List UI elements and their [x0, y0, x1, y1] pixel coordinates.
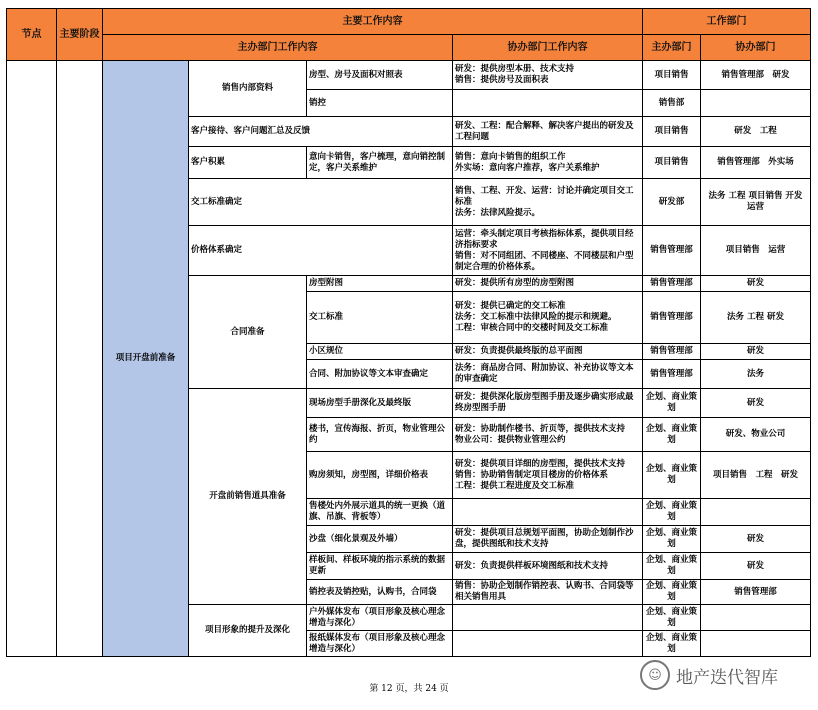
assist-dept-cell: 销售管理部 — [701, 580, 811, 605]
lead-dept-cell: 企划、商业策划 — [643, 418, 701, 452]
lead-dept-cell: 销售管理部 — [643, 344, 701, 360]
assist-cell: 研发：提供项目详细的房型图，提供技术支持 销售：协助销售制定项目楼房的价格体系 工程：提供工程进度及交工标准 — [453, 452, 643, 499]
assist-cell: 研发：负责提供最终版的总平面图 — [453, 344, 643, 360]
lead-dept-cell: 项目销售 — [643, 147, 701, 179]
assist-cell: 研发：提供项目总规划平面图，协助企划制作沙盘，提供图纸和技术支持 — [453, 526, 643, 553]
assist-cell: 研发：提供所有房型的房型附图 — [453, 276, 643, 292]
assist-cell: 研发：协助制作楼书、折页等，提供技术支持 物业公司：提供物业管理公约 — [453, 418, 643, 452]
header-main-work: 主要工作内容 — [103, 9, 643, 35]
header-stage: 主要阶段 — [57, 9, 103, 61]
lead-dept-cell: 企划、商业策划 — [643, 580, 701, 605]
assist-dept-cell: 项目销售 运营 — [701, 226, 811, 276]
lead-dept-cell: 销售管理部 — [643, 226, 701, 276]
assist-dept-cell — [701, 499, 811, 526]
assist-cell — [453, 90, 643, 117]
watermark — [640, 660, 778, 690]
group-label: 销售内部资料 — [189, 61, 307, 117]
group-label: 合同准备 — [189, 276, 307, 389]
assist-dept-cell: 销售管理部 研发 — [701, 61, 811, 90]
assist-dept-cell: 法务 工程 项目销售 开发 运营 — [701, 179, 811, 226]
item-cell: 现场房型手册深化及最终版 — [307, 389, 453, 418]
item-cell: 价格体系确定 — [189, 226, 453, 276]
item-sub-cell: 意向卡销售，客户梳理，意向销控制定，客户关系维护 — [307, 147, 453, 179]
assist-dept-cell: 研发 工程 — [701, 117, 811, 147]
item-cell: 报纸媒体发布（项目形象及核心理念增造与深化） — [307, 631, 453, 657]
lead-dept-cell: 企划、商业策划 — [643, 553, 701, 580]
header-assist-dept: 协办部门 — [701, 35, 811, 61]
assist-cell — [453, 605, 643, 631]
node-cell — [7, 61, 57, 657]
item-cell: 客户积累 — [189, 147, 307, 179]
assist-cell — [453, 499, 643, 526]
assist-dept-cell: 研发、物业公司 — [701, 418, 811, 452]
item-cell: 样板间、样板环境的指示系统的数据更新 — [307, 553, 453, 580]
header-lead-content: 主办部门工作内容 — [103, 35, 453, 61]
assist-dept-cell: 法务 工程 研发 — [701, 292, 811, 344]
lead-dept-cell: 销售管理部 — [643, 292, 701, 344]
assist-dept-cell: 法务 — [701, 360, 811, 389]
lead-dept-cell: 企划、商业策划 — [643, 499, 701, 526]
assist-cell: 运营：牵头制定项目考核指标体系，提供项目经济指标要求 销售：对不同组团、不同楼座、不同楼层和户型制定合理的价格体系。 — [453, 226, 643, 276]
assist-dept-cell: 研发 — [701, 553, 811, 580]
item-cell: 客户接待、客户问题汇总及反馈 — [189, 117, 453, 147]
assist-cell: 研发、工程：配合解释、解决客户提出的研发及工程问题 — [453, 117, 643, 147]
assist-dept-cell — [701, 90, 811, 117]
stage-label: 项目开盘前准备 — [103, 61, 189, 657]
lead-dept-cell: 研发部 — [643, 179, 701, 226]
watermark-text: 地产迭代智库 — [676, 667, 778, 688]
item-cell: 销控 — [307, 90, 453, 117]
assist-cell: 销售：意向卡销售的组织工作 外实场：意向客户推荐，客户关系维护 — [453, 147, 643, 179]
item-cell: 房型、房号及面积对照表 — [307, 61, 453, 90]
assist-cell: 销售：协助企划制作销控表、认购书、合同袋等相关销售用具 — [453, 580, 643, 605]
page-footer: 第 12 页，共 24 页 — [369, 684, 449, 694]
header-dept: 工作部门 — [643, 9, 811, 35]
assist-dept-cell: 研发 — [701, 389, 811, 418]
assist-dept-cell: 研发 — [701, 526, 811, 553]
item-cell: 房型附图 — [307, 276, 453, 292]
lead-dept-cell: 销售部 — [643, 90, 701, 117]
item-cell: 销控表及销控贴，认购书，合同袋 — [307, 580, 453, 605]
lead-dept-cell: 销售管理部 — [643, 360, 701, 389]
header-lead-dept: 主办部门 — [643, 35, 701, 61]
assist-cell: 研发：负责提供样板环境图纸和技术支持 — [453, 553, 643, 580]
group-label: 项目形象的提升及深化 — [189, 605, 307, 657]
assist-cell: 研发：提供深化版房型图手册及逐步确实形成最终房型图手册 — [453, 389, 643, 418]
assist-dept-cell: 项目销售 工程 研发 — [701, 452, 811, 499]
assist-cell: 法务：商品房合同、附加协议、补充协议等文本的审查确定 — [453, 360, 643, 389]
stage-cell — [57, 61, 103, 657]
item-cell: 售楼处内外展示道具的统一更换（道旗、吊旗、背板等） — [307, 499, 453, 526]
item-cell: 交工标准确定 — [189, 179, 453, 226]
item-cell: 购房须知，房型图，详细价格表 — [307, 452, 453, 499]
header-node: 节点 — [7, 9, 57, 61]
assist-dept-cell — [701, 605, 811, 631]
item-cell: 楼书，宣传海报、折页，物业管理公约 — [307, 418, 453, 452]
lead-dept-cell: 销售管理部 — [643, 276, 701, 292]
header-assist-content: 协办部门工作内容 — [453, 35, 643, 61]
item-cell: 户外媒体发布（项目形象及核心理念增造与深化） — [307, 605, 453, 631]
item-cell: 合同、附加协议等文本审查确定 — [307, 360, 453, 389]
item-cell: 小区规位 — [307, 344, 453, 360]
assist-cell: 销售、工程、开发、运营：讨论并确定项目交工标准 法务：法律风险提示。 — [453, 179, 643, 226]
lead-dept-cell: 企划、商业策划 — [643, 389, 701, 418]
lead-dept-cell: 项目销售 — [643, 61, 701, 90]
group-label: 开盘前销售道具准备 — [189, 389, 307, 605]
work-plan-table — [6, 8, 811, 657]
assist-cell: 研发：提供已确定的交工标准 法务：交工标准中法律风险的提示和规避。 工程：审核合同中的交楼时间及交工标准 — [453, 292, 643, 344]
table-row — [7, 61, 811, 90]
lead-dept-cell: 企划、商业策划 — [643, 526, 701, 553]
assist-dept-cell: 研发 — [701, 276, 811, 292]
item-cell: 交工标准 — [307, 292, 453, 344]
assist-dept-cell: 销售管理部 外实场 — [701, 147, 811, 179]
assist-cell — [453, 631, 643, 657]
assist-dept-cell — [701, 631, 811, 657]
assist-cell: 研发：提供房型本册、技术支持 销售：提供房号及面积表 — [453, 61, 643, 90]
item-cell: 沙盘（细化景观及外墙） — [307, 526, 453, 553]
assist-dept-cell: 研发 — [701, 344, 811, 360]
lead-dept-cell: 企划、商业策划 — [643, 452, 701, 499]
lead-dept-cell: 企划、商业策划 — [643, 631, 701, 657]
lead-dept-cell: 项目销售 — [643, 117, 701, 147]
wechat-icon: ☺ — [640, 660, 670, 690]
lead-dept-cell: 企划、商业策划 — [643, 605, 701, 631]
